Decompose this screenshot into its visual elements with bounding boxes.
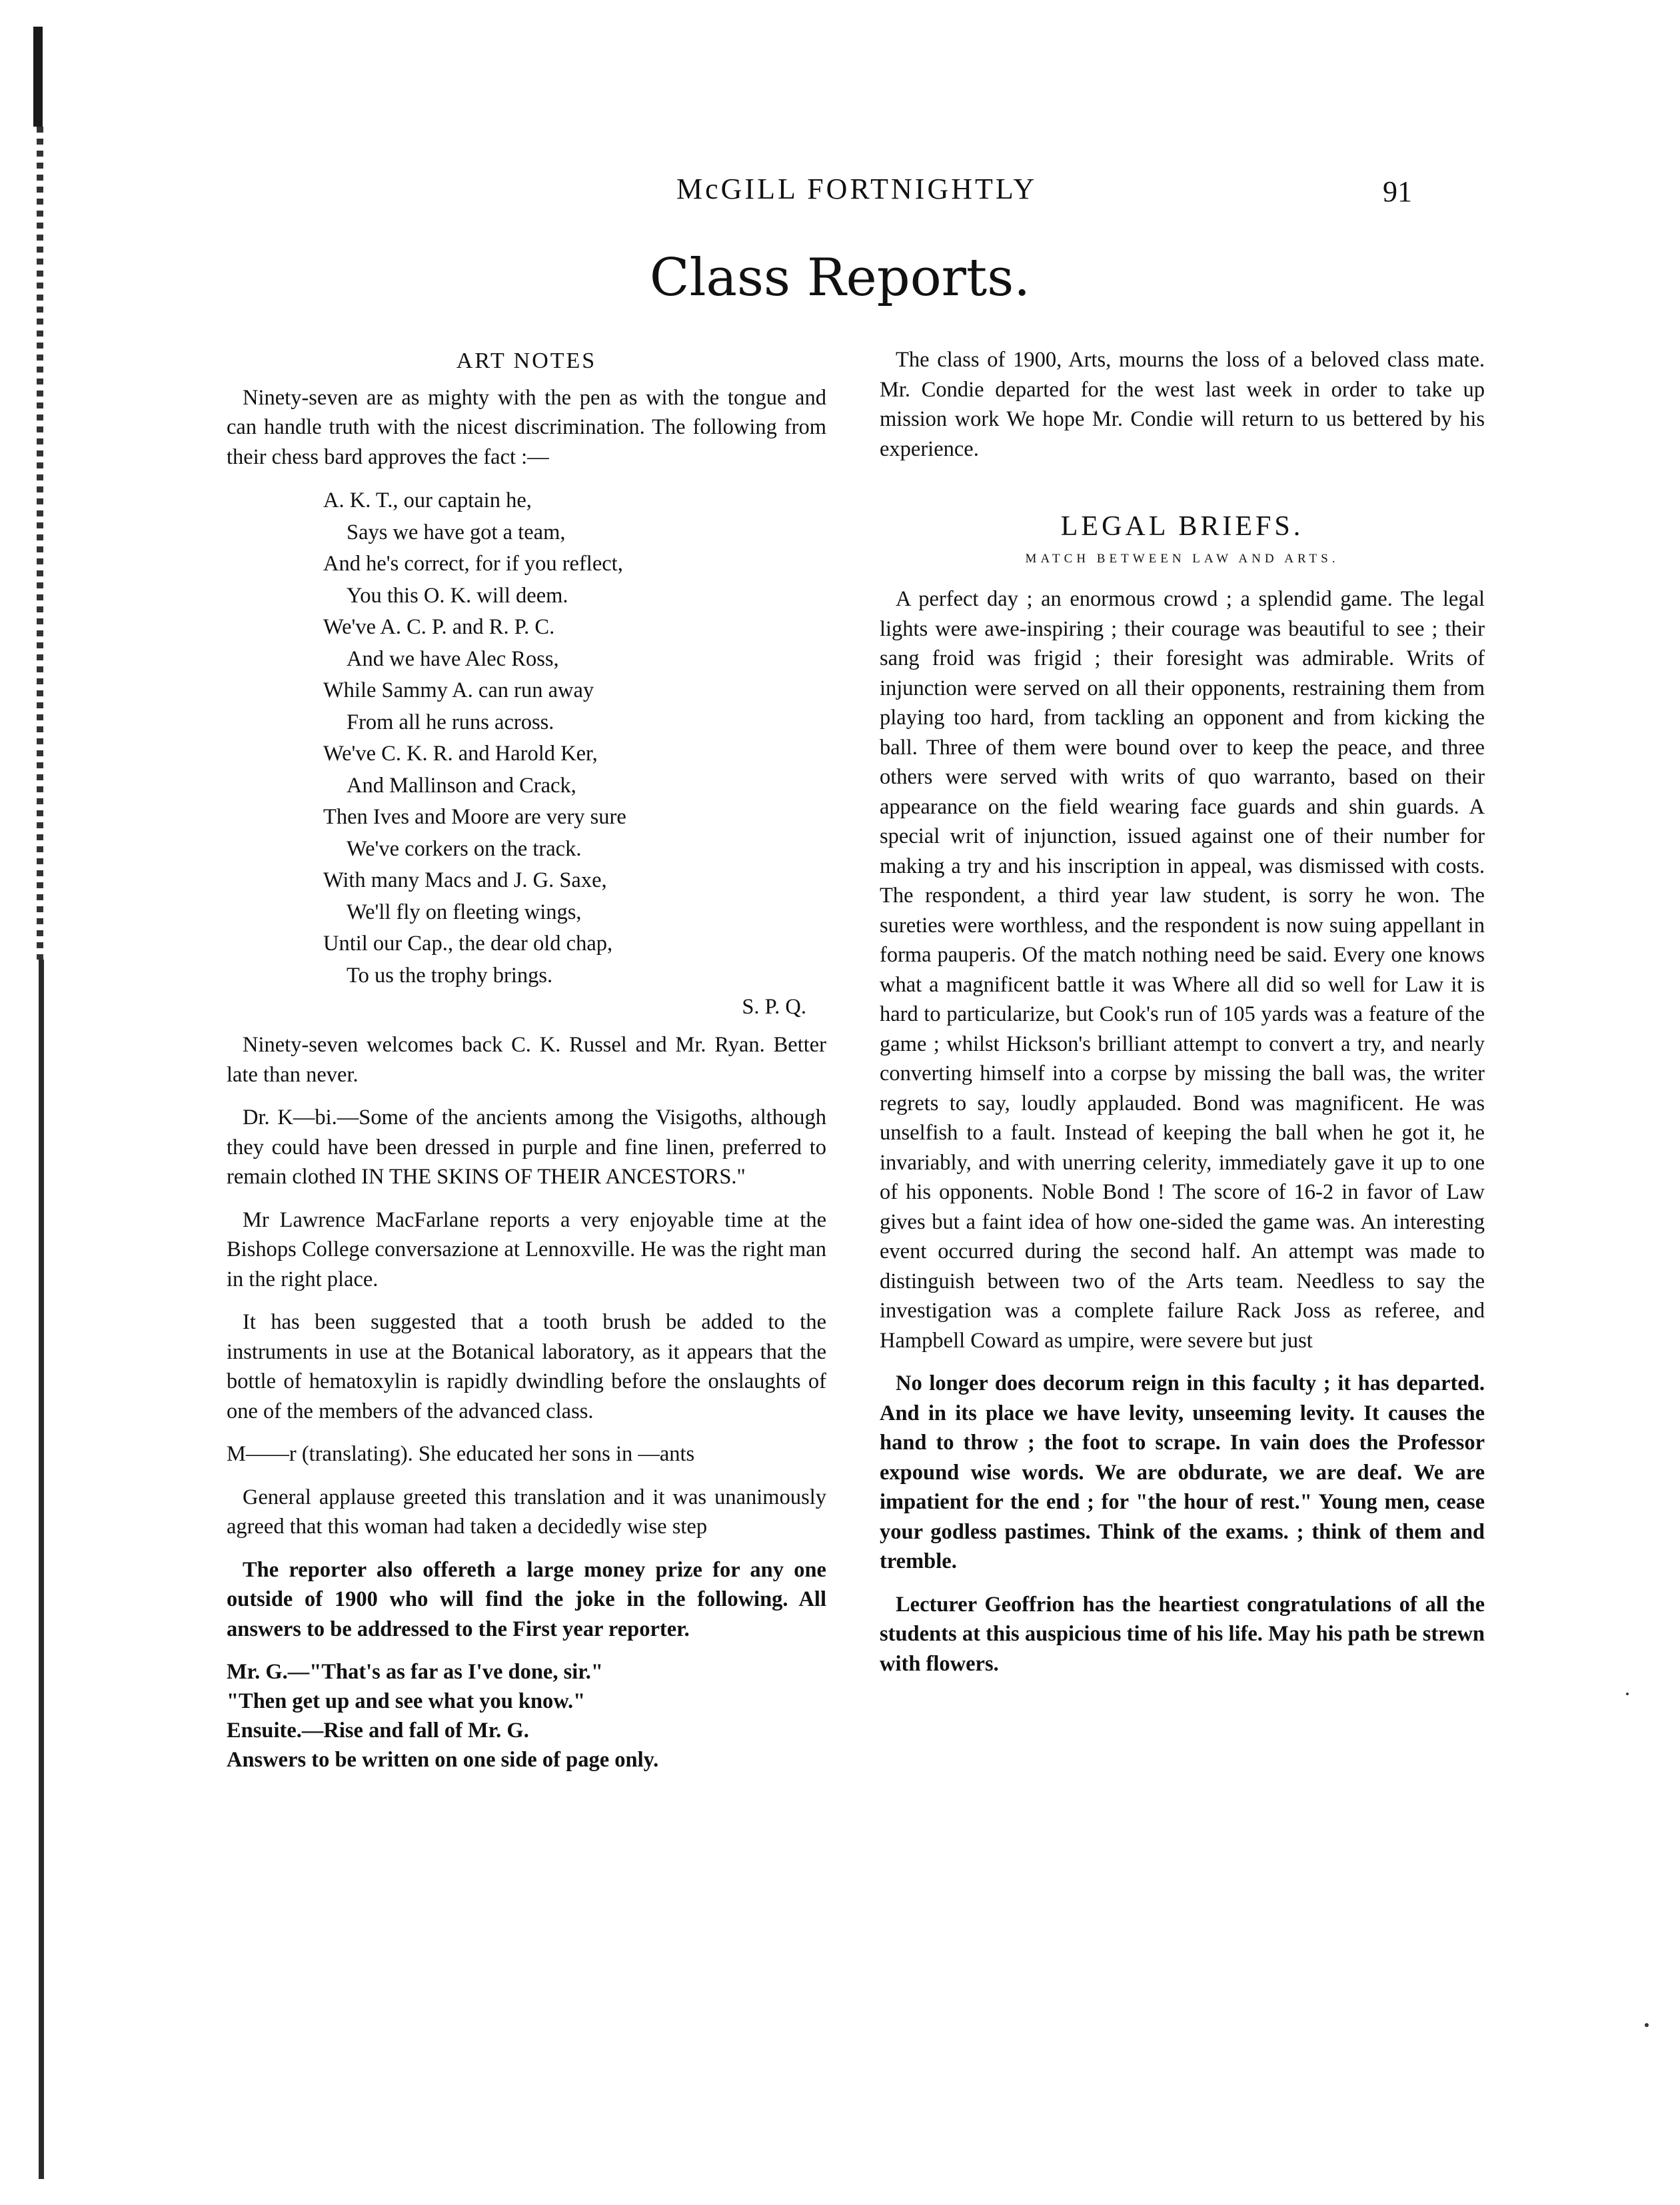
- poem-line: We've A. C. P. and R. P. C.: [323, 615, 555, 639]
- paragraph-geoffrion: Lecturer Geoffrion has the heartiest congratulations of all the students at this auspicious time of his life. May his path be strewn with flowers.: [880, 1592, 1485, 1676]
- poem-line: A. K. T., our captain he,: [323, 488, 532, 512]
- poem-line: And we have Alec Ross,: [347, 646, 559, 671]
- poem: [227, 485, 826, 1022]
- poem-line: We'll fly on fleeting wings,: [347, 900, 582, 924]
- scan-speck: [1626, 1693, 1629, 1695]
- left-column: [227, 347, 826, 1775]
- scan-speck: [1645, 2023, 1649, 2027]
- dialogue-line: Mr. G.—"That's as far as I've done, sir.": [227, 1660, 603, 1684]
- running-head: McGILL FORTNIGHTLY: [676, 173, 1038, 205]
- page-title: Class Reports.: [649, 248, 1031, 308]
- poem-line: To us the trophy brings.: [347, 963, 553, 988]
- poem-line: With many Macs and J. G. Saxe,: [323, 868, 607, 892]
- paragraph-welcome: Ninety-seven welcomes back C. K. Russel and Mr. Ryan. Better late than never.: [227, 1033, 826, 1087]
- dialogue-line: Answers to be written on one side of page only.: [227, 1748, 659, 1772]
- paragraph-tooth-brush: It has been suggested that a tooth brush be added to the instruments in use at the Botanical laboratory, as it appears that the bottle of hematoxylin is rapidly dwindling before the onslaughts of one of the members of the advanced class.: [227, 1310, 826, 1423]
- paragraph-class-1900: The class of 1900, Arts, mourns the loss of a beloved class mate. Mr. Condie departed for the west last week in order to take up mission work We hope Mr. Condie will return to us bettered by his experience.: [880, 348, 1485, 461]
- poem-line: And Mallinson and Crack,: [347, 773, 576, 798]
- poem-line: From all he runs across.: [347, 710, 554, 734]
- poem-line: We've C. K. R. and Harold Ker,: [323, 742, 598, 766]
- dialogue: [227, 1657, 826, 1775]
- paragraph-visigoths: Dr. K—bi.—Some of the ancients among the Visigoths, although they could have been dressed in purple and fine linen, preferred to remain clothed IN THE SKINS OF THEIR ANCESTORS.": [227, 1105, 826, 1189]
- dialogue-line: Ensuite.—Rise and fall of Mr. G.: [227, 1719, 529, 1743]
- art-notes-intro: Ninety-seven are as mighty with the pen as with the tongue and can handle truth with the nicest discrimination. The following from their chess bard approves the fact :—: [227, 385, 826, 469]
- paragraph-decorum: No longer does decorum reign in this faculty ; it has departed. And in its place we have levity, unseeming levity. It causes the hand to throw ; the foot to scrape. In vain does the Professor expound wise words. We are obdurate, we are deaf. We are impatient for the end ; for "the hour of rest." Young men, cease your godless pastimes. Think of the exams. ; think of them and tremble.: [880, 1371, 1485, 1573]
- poem-line: Then Ives and Moore are very sure: [323, 805, 626, 829]
- poem-line: While Sammy A. can run away: [323, 678, 594, 702]
- art-notes-heading: ART NOTES: [456, 349, 597, 373]
- paragraph-prize: The reporter also offereth a large money prize for any one outside of 1900 who will find the joke in the following. All answers to be addressed to the First year reporter.: [227, 1557, 826, 1641]
- poem-line: Says we have got a team,: [347, 520, 566, 544]
- dialogue-line: "Then get up and see what you know.": [227, 1689, 586, 1713]
- poem-line: We've corkers on the track.: [347, 836, 582, 861]
- paragraph-applause: General applause greeted this translation and it was unanimously agreed that this woman had taken a decidedly wise step: [227, 1485, 826, 1539]
- paragraph-match-report: A perfect day ; an enormous crowd ; a splendid game. The legal lights were awe-inspiring ; their courage was beautiful to see ; their sang froid was frigid ; their foresight was admirable. Writs of injunction were served on all their opponents, restraining them from playing too hard, from tackling an opponent and from kicking the ball. Three of them were bound over to keep the peace, and three others were served with writs of quo warranto, based on their appearance on the field wearing face guards and shin guards. A special writ of injunction, issued against one of their number for making a try and his inscription in appeal, was dismissed with costs. The respondent, a third year law student, is sorry he won. The sureties were worthless, and the respondent is now suing appellant in forma pauperis. Of the match nothing need be said. Every one knows what a magnificent battle it was Where all did so well for Law it is hard to particularize, but Cook's run of 105 yards was a feature of the game ; whilst Hickson's brilliant attempt to convert a try, and nearly converting himself into a corpse by missing the ball was, the writer regrets to say, loudly applauded. Bond was magnificent. He was unselfish to a fault. Instead of keeping the ball when he got it, he invariably, and with unerring celerity, immediately gave it up to one of his opponents. Noble Bond ! The score of 16-2 in favor of Law gives but a faint idea of how one-sided the game was. An interesting event occurred during the second half. An attempt was made to distinguish between two of the Arts team. Needless to say the investigation was a complete failure Rack Joss as referee, and Hampbell Coward as umpire, were severe but just: [880, 587, 1485, 1353]
- legal-briefs-heading: LEGAL BRIEFS.: [1060, 511, 1304, 542]
- poem-line: Until our Cap., the dear old chap,: [323, 932, 613, 956]
- legal-briefs-subheading: MATCH BETWEEN LAW AND ARTS.: [1025, 551, 1339, 566]
- paragraph-translating: M——r (translating). She educated her sons in —ants: [227, 1442, 695, 1466]
- right-column: [880, 345, 1485, 1692]
- poem-line: You this O. K. will deem.: [347, 583, 568, 608]
- paragraph-macfarlane: Mr Lawrence MacFarlane reports a very enjoyable time at the Bishops College conversazione at Lennoxville. He was the right man in the right place.: [227, 1207, 826, 1291]
- poem-signature: S. P. Q.: [742, 995, 806, 1019]
- page-number: 91: [1383, 175, 1412, 208]
- binding-edge-mark: [33, 27, 43, 127]
- poem-line: And he's correct, for if you reflect,: [323, 552, 623, 576]
- binding-edge-mark: [39, 960, 44, 2179]
